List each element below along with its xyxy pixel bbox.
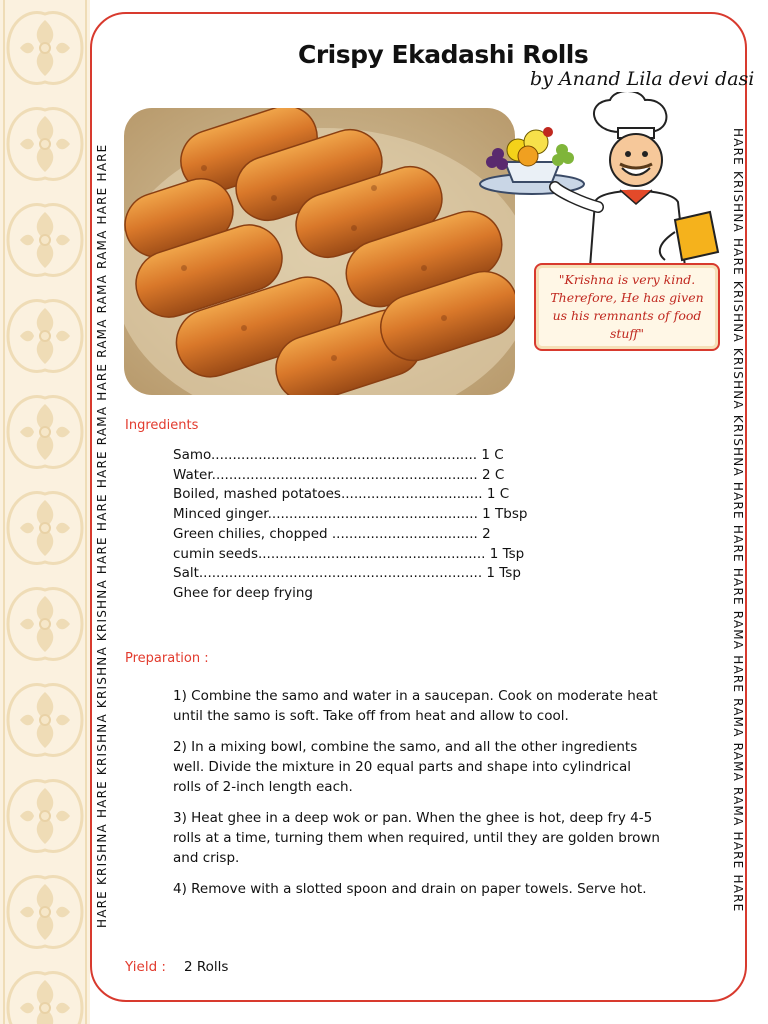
preparation-heading: Preparation : <box>125 651 209 666</box>
recipe-title: Crispy Ekadashi Rolls <box>298 40 589 69</box>
ingredient-item: Salt.................................................................. 1 Tsp <box>173 565 521 582</box>
side-mantra-left: HARE KRISHNA HARE KRISHNA KRISHNA KRISHNA HARE HARE HARE RAMA HARE RAMA RAMA RAMA HARE HARE <box>95 143 109 928</box>
quote-box: "Krishna is very kind. Therefore, He has given us his remnants of food stuff" <box>534 263 720 351</box>
ingredient-item: Samo.............................................................. 1 C <box>173 447 504 463</box>
ingredients-list <box>173 446 533 604</box>
side-mantra-right: HARE KRISHNA HARE KRISHNA KRISHNA KRISHNA HARE HARE HARE RAMA HARE RAMA RAMA RAMA HARE HARE <box>731 128 745 913</box>
ingredient-item: Boiled, mashed potatoes................................. 1 C <box>173 486 510 503</box>
food-photo <box>124 108 515 395</box>
preparation-steps <box>173 686 663 910</box>
preparation-step: 1) Combine the samo and water in a saucepan. Cook on moderate heat until the samo is soft. Take off from heat and allow to cool. <box>173 688 658 724</box>
ingredient-item: Water.............................................................. 2 C <box>173 466 505 483</box>
yield-value: 2 Rolls <box>184 959 229 975</box>
yield-label: Yield : <box>125 959 166 975</box>
ingredient-item: Green chilies, chopped .................................. 2 <box>173 525 491 542</box>
decorative-left-border <box>0 0 90 1024</box>
preparation-step: 4) Remove with a slotted spoon and drain on paper towels. Serve hot. <box>173 881 647 897</box>
ingredient-item: cumin seeds..................................................... 1 Tsp <box>173 545 525 562</box>
ingredient-item: Minced ginger................................................. 1 Tbsp <box>173 506 528 523</box>
ingredient-item: Ghee for deep frying <box>173 584 313 601</box>
preparation-step: 2) In a mixing bowl, combine the samo, and all the other ingredients well. Divide the mixture in 20 equal parts and shape into cylindrical rolls of 2-inch length each. <box>173 739 638 795</box>
preparation-step: 3) Heat ghee in a deep wok or pan. When the ghee is hot, deep fry 4-5 rolls at a time, turning them when required, until they are golden brown and crisp. <box>173 810 660 866</box>
recipe-byline: by Anand Lila devi dasi <box>530 68 755 90</box>
chef-illustration <box>470 92 730 267</box>
ingredients-heading: Ingredients <box>125 418 199 433</box>
